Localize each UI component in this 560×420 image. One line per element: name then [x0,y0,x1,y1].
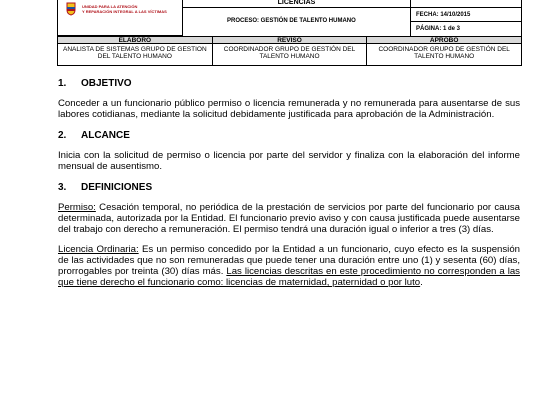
logo-cell [57,0,183,36]
objetivo-paragraph: Conceder a un funcionario público permiso o licencia remunerada y no remunerada para ausentarse de sus labores cotidianas, mediante la solicitud debidamente justificada para aprobación de la Administración. [58,98,520,120]
meta-blank [411,0,522,8]
licencia-underlined-text: Las licencias descritas en este procedimiento no corresponden a las que tiene derecho el funcionario como: licencias de maternidad, paternidad o por luto [58,266,520,288]
licencia-text: Es un permiso concedido por la Entidad a un funcionario, cuyo efecto es la suspensión de las actividades que no son remuneradas que puede tener una duración entre uno (1) y sesenta (60) días, prorrogables por treinta (30) días más. [58,244,520,277]
section-title: DEFINICIONES [81,182,153,193]
coat-of-arms-icon [66,2,76,16]
alcance-paragraph: Inicia con la solicitud de permiso o licencia por parte del servidor y finaliza con la elaboración del informe mensual de ausentismo. [58,150,520,172]
logo-text-line-1: UNIDAD PARA LA ATENCIÓN [82,4,138,9]
page-label: PÁGINA: 1 de 3 [411,22,522,36]
section-heading-definiciones [58,182,520,193]
permiso-term: Permiso: [58,202,96,213]
section-number: 2. [58,130,67,141]
section-number: 1. [58,78,67,89]
document-title: LICENCIAS [183,0,411,8]
section-heading-alcance [58,130,520,141]
process-label: PROCESO: GESTIÓN DE TALENTO HUMANO [183,8,411,36]
sig-value-reviso: COORDINADOR GRUPO DE GESTIÓN DEL TALENTO HUMANO [212,44,367,65]
section-heading-objetivo [58,78,520,89]
sig-value-aprobo: COORDINADOR GRUPO DE GESTIÓN DEL TALENTO HUMANO [366,44,521,65]
date-label: FECHA: 14/10/2015 [411,8,522,22]
document-body [58,70,520,288]
permiso-text: Cesación temporal, no periódica de la prestación de servicios por parte del funcionario por causa determinada, autorizada por la Entidad. El funcionario previo aviso y con causa justificada puede ausentarse del trabajo con derecho a remuneración. El permiso tendrá una duración igual o inferior a tres (3) días. [58,202,520,235]
sig-value-elaboro: ANALISTA DE SISTEMAS GRUPO DE GESTION DEL TALENTO HUMANO [63,46,207,60]
signature-header-row [57,36,522,44]
section-number: 3. [58,182,67,193]
permiso-definition [58,202,520,235]
sig-header-elaboro: ELABORÓ [118,37,152,44]
sig-header-reviso: REVISÓ [212,37,367,43]
sig-header-aprobo: APROBÓ [366,37,521,43]
section-title: OBJETIVO [81,78,132,89]
logo-text [82,4,172,14]
licencia-definition: Licencia Ordinaria: Es un permiso concedido por la Entidad a un funcionario, cuyo efecto es la suspensión de las actividades que no son remuneradas que puede tener una duración entre uno (1) y sesenta (60) días, prorrogables por treinta (30) días más. Las licencias descritas en este procedimiento no corresponden a las que tiene derecho el funcionario como: licencias de maternidad, paternidad o por luto. [58,244,520,288]
logo-text-line-2: Y REPARACIÓN INTEGRAL A LAS VÍCTIMAS [82,9,167,14]
licencia-term: Licencia Ordinaria: [58,244,139,255]
section-title: ALCANCE [81,130,130,141]
signature-value-row [57,44,522,66]
